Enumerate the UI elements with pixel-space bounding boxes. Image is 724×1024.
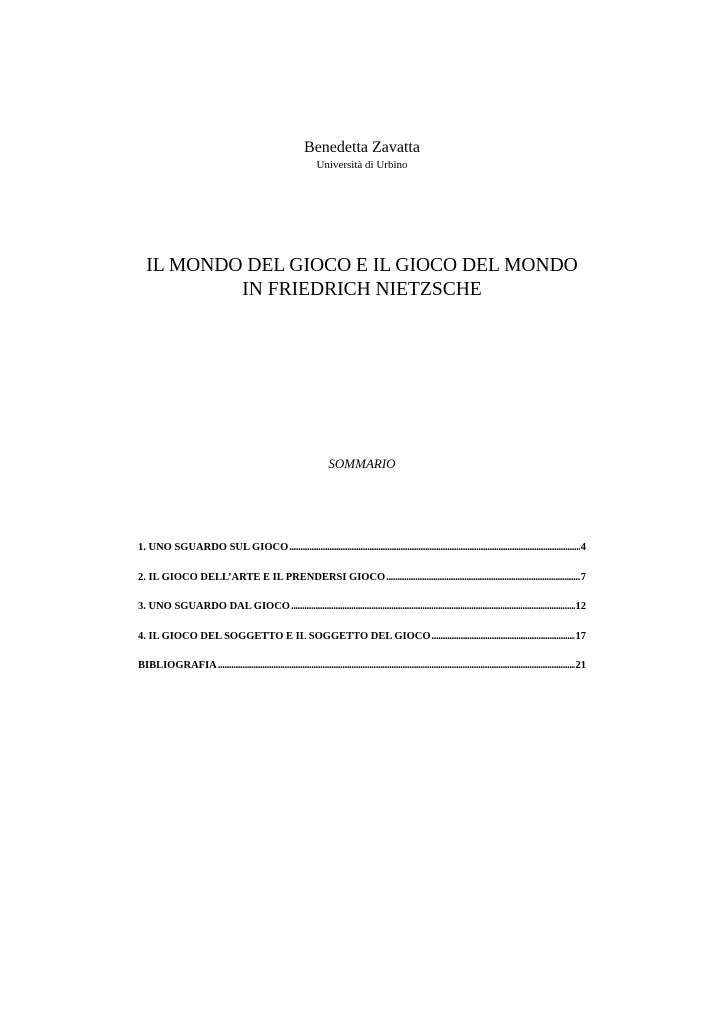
toc-leader-dots	[386, 572, 580, 583]
toc-leader-dots	[432, 631, 575, 642]
toc-entry-page: 7	[580, 571, 586, 583]
title-line-1: IL MONDO DEL GIOCO E IL GIOCO DEL MONDO	[146, 255, 578, 276]
toc-entry-label: 4. IL GIOCO DEL SOGGETTO E IL SOGGETTO DEL GIOCO	[138, 630, 431, 642]
toc-entry[interactable]	[138, 542, 586, 572]
toc-entry[interactable]	[138, 601, 586, 631]
toc-entry-label: 2. IL GIOCO DELL’ARTE E IL PRENDERSI GIOCO	[138, 571, 386, 583]
toc-entry-page: 4	[580, 542, 586, 553]
toc-entry-page: 21	[575, 660, 586, 671]
toc-entry-label: BIBLIOGRAFIA	[138, 660, 217, 671]
toc-entry[interactable]	[138, 660, 586, 690]
toc-leader-dots	[289, 542, 580, 553]
title-line-2: IN FRIEDRICH NIETZSCHE	[242, 279, 482, 300]
author-name: Benedetta Zavatta	[304, 139, 420, 156]
toc-entry[interactable]	[138, 631, 586, 661]
toc-entry-label: 1. UNO SGUARDO SUL GIOCO	[138, 542, 289, 553]
toc-entry-page: 17	[575, 630, 586, 642]
table-of-contents	[138, 542, 586, 690]
toc-leader-dots	[291, 601, 575, 612]
author-affiliation: Università di Urbino	[316, 159, 408, 171]
document-title	[0, 254, 724, 302]
toc-entry-label: 3. UNO SGUARDO DAL GIOCO	[138, 601, 290, 612]
toc-leader-dots	[218, 660, 575, 671]
summary-heading: SOMMARIO	[328, 456, 396, 471]
toc-entry-page: 12	[575, 601, 586, 612]
toc-entry[interactable]	[138, 572, 586, 602]
